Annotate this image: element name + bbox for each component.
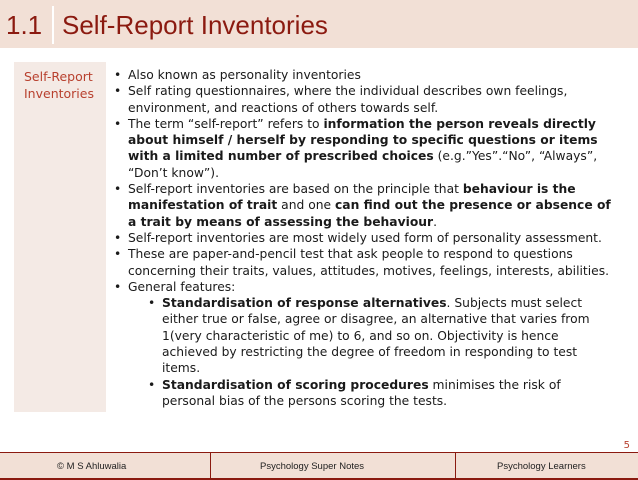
bullet-item bbox=[114, 230, 614, 246]
bullet-icon: • bbox=[114, 68, 122, 82]
side-label: Self-Report Inventories bbox=[24, 69, 94, 101]
bullet-icon: • bbox=[148, 296, 156, 311]
title-bar bbox=[0, 0, 638, 48]
page-number: 5 bbox=[623, 440, 630, 451]
bullet-text: Self-report inventories are based on the principle that bbox=[128, 182, 463, 197]
bullet-item bbox=[114, 116, 614, 181]
content-box bbox=[14, 62, 620, 412]
footer-right: Psychology Learners bbox=[497, 461, 586, 472]
bullet-text: minimises the risk of personal bias of the persons scoring the tests. bbox=[162, 377, 561, 408]
bullet-item bbox=[114, 279, 614, 295]
bullet-icon: • bbox=[114, 182, 122, 197]
sub-bullet-item bbox=[114, 377, 614, 410]
footer bbox=[0, 452, 638, 480]
footer-divider bbox=[455, 453, 456, 480]
bullet-text: General features: bbox=[128, 279, 236, 294]
bullet-text: Self rating questionnaires, where the individual describes own feelings, environment, and reactions of others towards self. bbox=[128, 84, 568, 115]
bullet-icon: • bbox=[148, 377, 156, 392]
bullet-emphasis: Standardisation of scoring procedures bbox=[162, 377, 429, 392]
sub-bullet-item bbox=[114, 295, 614, 376]
bullet-text: (e.g.”Yes”.“No”, “Always”, “Don’t know”). bbox=[128, 149, 598, 180]
bullet-icon: • bbox=[114, 247, 122, 262]
bullet-text: These are paper-and-pencil test that ask people to respond to questions concerning their traits, values, attitudes, motives, feelings, interests, abilities. bbox=[128, 247, 610, 278]
bullet-icon: • bbox=[114, 116, 122, 131]
bullet-item bbox=[114, 83, 614, 116]
footer-divider bbox=[210, 453, 211, 480]
bullet-item bbox=[114, 181, 614, 230]
bullet-icon: • bbox=[114, 230, 122, 245]
bullet-item bbox=[114, 246, 614, 279]
bullet-list bbox=[114, 67, 614, 409]
bullet-text: . bbox=[433, 214, 438, 229]
content-panel bbox=[106, 62, 620, 412]
footer-center: Psychology Super Notes bbox=[260, 461, 365, 472]
bullet-emphasis: can find out the presence or absence of a trait by means of assessing the behaviour bbox=[128, 198, 611, 229]
footer-author: © M S Ahluwalia bbox=[57, 461, 127, 472]
title-divider bbox=[52, 6, 54, 44]
bullet-text: . Subjects must select either true or false, agree or disagree, an alternative that varies from 1(very characteristic of me) to 6, and so on. Objectivity is hence achieved by restricting the degree of freedom in responding to test items. bbox=[162, 296, 590, 376]
section-number: 1.1 bbox=[6, 10, 43, 40]
bullet-text: Also known as personality inventories bbox=[128, 68, 361, 82]
bullet-text: The term “self-report” refers to bbox=[128, 116, 324, 131]
bullet-emphasis: information the person reveals directly about himself / herself by responding to specific questions or items with a limited number of prescribed choices bbox=[128, 116, 598, 164]
bullet-emphasis: Standardisation of response alternatives bbox=[162, 296, 447, 311]
bullet-item bbox=[114, 67, 614, 83]
bullet-icon: • bbox=[114, 279, 122, 294]
bullet-icon: • bbox=[114, 84, 122, 99]
bullet-emphasis: behaviour is the manifestation of trait bbox=[128, 182, 576, 213]
bullet-text: Self-report inventories are most widely used form of personality assessment. bbox=[128, 230, 602, 245]
slide-title: Self-Report Inventories bbox=[62, 10, 328, 40]
bullet-text: and one bbox=[277, 198, 336, 213]
